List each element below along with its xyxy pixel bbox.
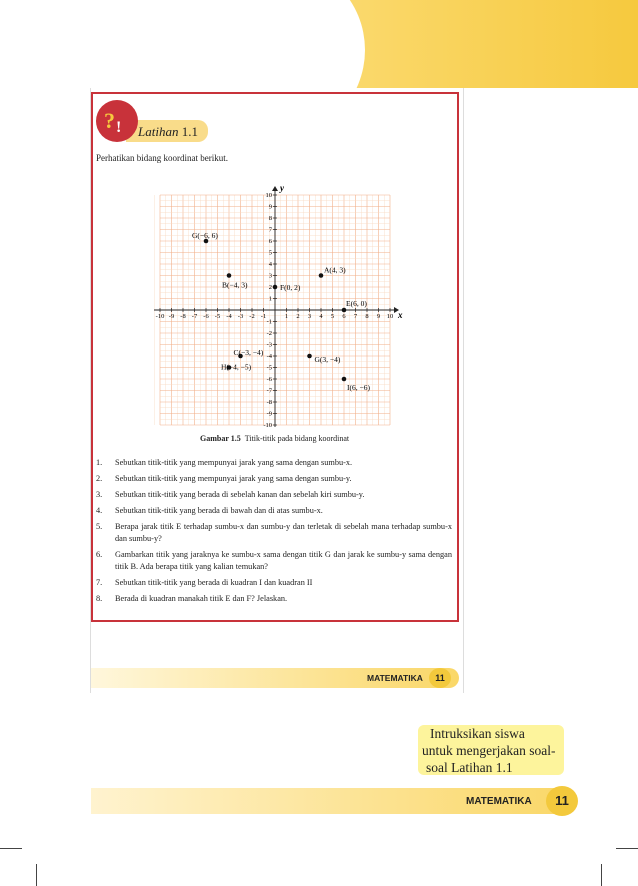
y-tick-label: -1	[266, 318, 272, 326]
list-item: 1. Sebutkan titik-titik yang mempunyai jarak yang sama dengan sumbu-x.	[96, 458, 353, 467]
inner-page-footer	[91, 668, 459, 688]
x-tick-label: 1	[284, 313, 289, 320]
y-tick-label: -8	[266, 399, 272, 406]
exercise-title: Latihan 1.1	[138, 124, 198, 139]
crop-mark	[0, 848, 22, 849]
x-tick-label: 8	[365, 313, 369, 320]
footer-page-number: 11	[429, 668, 451, 688]
y-axis-label: y	[280, 183, 284, 193]
y-tick-label: -7	[266, 387, 272, 395]
y-tick-label: -6	[266, 376, 272, 383]
svg-text:?: ?	[104, 108, 115, 133]
y-tick-label: -5	[266, 364, 272, 372]
point-label-H: H(−4, −5)	[221, 362, 252, 372]
crop-mark	[601, 864, 602, 886]
x-tick-label: 6	[342, 313, 346, 320]
x-tick-label: 4	[319, 313, 323, 320]
x-tick-label: -4	[226, 313, 232, 320]
list-item: 5. Berapa jarak titik E terhadap sumbu-x dan sumbu-y dan terletak di sebelah mana terhadap sumbu-x dan sumbu-y?	[96, 522, 452, 543]
y-tick-label: 4	[268, 261, 272, 268]
x-tick-label: 9	[376, 313, 381, 320]
x-tick-label: 7	[353, 313, 358, 320]
point-label-G1: G(−6, 6)	[192, 231, 218, 240]
y-tick-label: -10	[263, 422, 272, 427]
x-tick-label: 2	[296, 313, 300, 320]
x-tick-label: 5	[330, 313, 335, 320]
x-tick-label: -6	[203, 313, 209, 320]
footer-subject: MATEMATIKA	[466, 796, 532, 807]
x-tick-label: 3	[307, 313, 312, 320]
y-tick-label: -4	[266, 353, 272, 360]
list-item: 4. Sebutkan titik-titik yang berada di bawah dan di atas sumbu-x.	[96, 506, 323, 515]
point-B	[227, 273, 232, 278]
point-label-E: E(6, 0)	[346, 299, 367, 308]
svg-text:!: !	[116, 119, 122, 136]
list-item: 8. Berada di kuadran manakah titik E dan F? Jelaskan.	[96, 594, 288, 603]
list-item: 7. Sebutkan titik-titik yang berada di kuadran I dan kuadran II	[96, 578, 313, 587]
question-list	[96, 457, 452, 609]
footer-page-number: 11	[546, 786, 578, 816]
point-label-I: I(6, −6)	[347, 383, 370, 392]
y-tick-label: 1	[268, 295, 272, 303]
point-label-G2: G(3, −4)	[314, 355, 341, 364]
y-tick-label: 8	[268, 215, 272, 222]
point-G2	[307, 354, 312, 359]
x-tick-label: -10	[155, 313, 165, 320]
list-item: 2. Sebutkan titik-titik yang mempunyai jarak yang sama dengan sumbu-y.	[96, 474, 352, 483]
figure-caption: Gambar 1.5 Titik-titik pada bidang koordinat	[200, 434, 350, 443]
header-band	[0, 0, 638, 88]
point-label-B: B(−4, 3)	[222, 280, 248, 290]
grid	[154, 195, 390, 427]
x-tick-label: 10	[386, 313, 394, 320]
y-tick-label: -9	[266, 410, 272, 418]
y-tick-label: 3	[268, 272, 272, 280]
coordinate-plane	[140, 172, 410, 427]
y-axis-arrow	[272, 186, 278, 191]
list-item: 6. Gambarkan titik yang jaraknya ke sumbu-x sama dengan titik G dan jarak ke sumbu-y sama dengan titik B. Ada berapa titik yang kalian temukan?	[96, 550, 452, 571]
point-A	[319, 273, 324, 278]
y-tick-label: 9	[268, 203, 272, 211]
x-tick-label: -5	[214, 313, 221, 320]
y-tick-label: 5	[268, 249, 272, 257]
x-tick-label: -3	[237, 313, 244, 320]
footer-subject: MATEMATIKA	[367, 673, 423, 683]
y-tick-label: 6	[268, 238, 272, 245]
point-label-A: A(4, 3)	[324, 265, 346, 275]
x-tick-label: -7	[191, 313, 198, 320]
x-tick-label: -1	[260, 313, 267, 320]
point-label-F: F(0, 2)	[280, 283, 301, 292]
teacher-note: Intruksikan siswa untuk mengerjakan soal- soal Latihan 1.1	[418, 725, 564, 775]
page-footer	[91, 788, 575, 814]
y-tick-label: 10	[265, 192, 272, 199]
point-I	[342, 377, 347, 382]
x-axis-label: x	[398, 310, 403, 320]
y-tick-label: -2	[266, 330, 272, 337]
x-tick-label: -2	[249, 313, 255, 320]
crop-mark	[616, 848, 638, 849]
point-label-C: C(−3, −4)	[233, 348, 264, 357]
crop-mark	[36, 864, 37, 886]
y-tick-label: 7	[268, 226, 272, 234]
exercise-logo-icon	[96, 100, 138, 142]
y-tick-label: 2	[268, 284, 272, 291]
exercise-intro: Perhatikan bidang koordinat berikut.	[96, 153, 228, 163]
x-tick-label: -8	[180, 313, 186, 320]
point-F	[273, 285, 278, 290]
y-tick-label: -3	[266, 341, 272, 349]
list-item: 3. Sebutkan titik-titik yang berada di sebelah kanan dan sebelah kiri sumbu-y.	[96, 490, 365, 499]
point-E	[342, 308, 347, 313]
x-tick-label: -9	[168, 313, 175, 320]
